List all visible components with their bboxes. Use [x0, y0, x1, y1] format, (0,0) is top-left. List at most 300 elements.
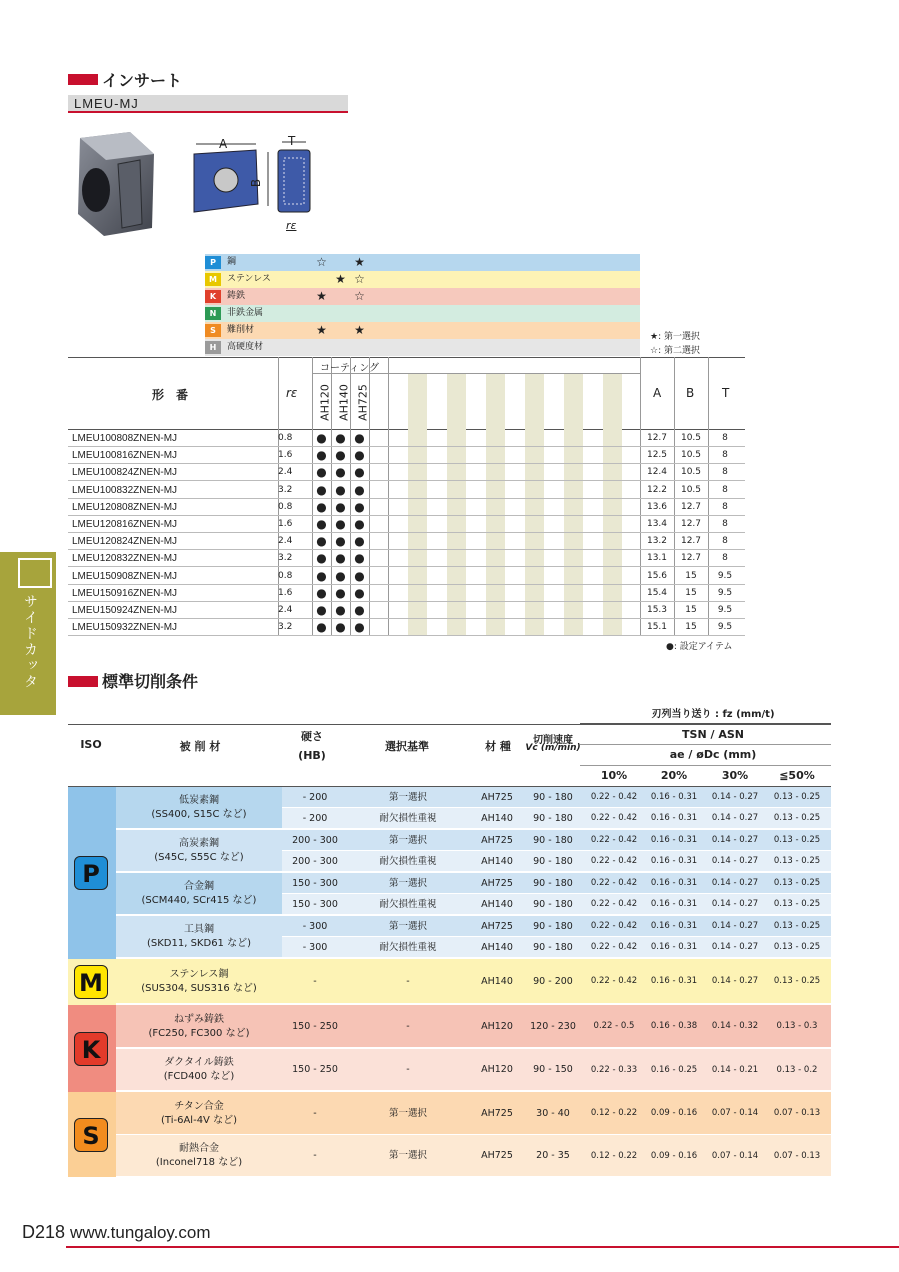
availability-dot: ●: [335, 568, 346, 583]
product-row: [68, 602, 745, 619]
work-material-name: チタン合金: [174, 1100, 224, 1112]
grade: AH725: [481, 878, 513, 889]
cutting-speed: 90 - 200: [533, 976, 573, 987]
feed-value: 0.22 - 0.42: [590, 813, 638, 823]
feed-value: 0.16 - 0.38: [650, 1021, 698, 1031]
ctable-tsn-rule: [580, 744, 831, 745]
feed-value: 0.14 - 0.21: [711, 1065, 759, 1075]
corner-radius: 2.4: [278, 536, 293, 547]
corner-radius: 3.2: [278, 622, 293, 633]
work-material-examples: (FCD400 など): [163, 1071, 235, 1082]
feed-value: 0.14 - 0.27: [711, 813, 759, 823]
material-letter: K: [205, 290, 221, 303]
feed-value: 0.16 - 0.31: [650, 878, 698, 888]
grade: AH725: [481, 1150, 513, 1161]
product-row: [68, 550, 745, 567]
material-name: 非鉄金属: [227, 308, 264, 318]
corner-radius: 3.2: [278, 553, 293, 564]
feed-value: 0.14 - 0.32: [711, 1021, 759, 1031]
material-rating: ★: [335, 272, 346, 286]
product-subtitle: LMEU-MJ: [68, 95, 348, 113]
feed-value: 0.16 - 0.31: [650, 921, 698, 931]
work-material-examples: (SS400, S15C など): [151, 809, 247, 820]
feed-value: 0.12 - 0.22: [590, 1151, 638, 1161]
availability-dot: ●: [316, 568, 327, 583]
grade: AH725: [481, 792, 513, 803]
availability-dot: ●: [354, 465, 365, 480]
section-title-conditions: 標準切削条件: [102, 672, 199, 691]
cutting-speed: 90 - 180: [533, 942, 573, 953]
dim-a: 12.5: [646, 450, 668, 461]
ch-hard2: (HB): [298, 749, 326, 762]
cutting-speed: 90 - 180: [533, 878, 573, 889]
availability-dot: ●: [316, 465, 327, 480]
cutting-speed: 90 - 180: [533, 813, 573, 824]
hardness: - 200: [302, 813, 328, 824]
dim-b: 15: [685, 570, 697, 581]
material-row: [205, 271, 640, 288]
dim-label-b: B: [249, 178, 264, 188]
feed-value: 0.16 - 0.31: [650, 976, 698, 986]
ch-tsn: TSN / ASN: [682, 728, 744, 741]
feed-value: 0.13 - 0.25: [773, 942, 821, 952]
material-name: 難削材: [227, 325, 255, 335]
availability-dot: ●: [335, 620, 346, 635]
material-row: [205, 305, 640, 322]
grade: AH140: [481, 899, 513, 910]
dim-label-a: A: [219, 137, 228, 151]
corner-radius: 0.8: [278, 570, 293, 581]
dim-label-re: rε: [286, 219, 297, 232]
pct-header: 20%: [660, 769, 688, 782]
availability-dot: ●: [354, 482, 365, 497]
dim-b: 12.7: [680, 536, 702, 547]
cutting-speed: 120 - 230: [530, 1021, 576, 1032]
dim-b: 10.5: [680, 467, 702, 478]
dim-b: 10.5: [680, 433, 702, 443]
iso-group-s: [68, 1092, 116, 1177]
product-code: LMEU120808ZNEN-MJ: [72, 501, 178, 513]
feed-value: 0.16 - 0.31: [650, 856, 698, 866]
feed-value: 0.13 - 0.25: [773, 835, 821, 845]
product-code: LMEU150924ZNEN-MJ: [72, 605, 178, 616]
dim-a: 12.2: [646, 484, 668, 495]
dim-a: 15.6: [646, 570, 668, 581]
ptable-code-header: 形 番: [152, 388, 189, 402]
hardness: 200 - 300: [292, 856, 338, 867]
availability-dot: ●: [354, 517, 365, 531]
dim-t: 9.5: [717, 605, 733, 615]
feed-value: 0.16 - 0.25: [650, 1065, 698, 1075]
product-row: [68, 499, 745, 516]
availability-dot: ●: [316, 585, 327, 600]
grade: AH140: [481, 942, 513, 953]
dim-a: 12.4: [646, 467, 668, 478]
feed-value: 0.14 - 0.27: [711, 835, 759, 845]
feed-value: 0.22 - 0.42: [590, 942, 638, 952]
selection-criteria: -: [406, 1021, 410, 1032]
feed-value: 0.14 - 0.27: [711, 899, 759, 909]
cutting-speed: 90 - 180: [533, 835, 573, 846]
work-material-name: 高炭素鋼: [179, 838, 219, 849]
iso-badge-k: K: [74, 1032, 108, 1066]
selection-criteria: 耐欠損性重視: [379, 899, 437, 910]
selection-criteria: 耐欠損性重視: [379, 942, 437, 953]
corner-radius: 0.8: [278, 501, 293, 512]
product-row: [68, 619, 745, 636]
work-material: [116, 1005, 282, 1048]
hardness: - 200: [302, 792, 328, 803]
footer-page-number: [22, 1222, 211, 1243]
feed-value: 0.16 - 0.31: [650, 813, 698, 823]
feed-value: 0.22 - 0.42: [590, 899, 638, 909]
dim-a: 15.4: [646, 587, 668, 598]
product-code: LMEU150908ZNEN-MJ: [72, 570, 178, 582]
hardness: 150 - 300: [292, 878, 338, 889]
ptable-re-header: rε: [286, 386, 298, 400]
availability-dot: ●: [316, 551, 327, 566]
dim-t: 8: [722, 501, 728, 512]
grade-header-ah725: AH725: [356, 384, 370, 421]
grade: AH120: [481, 1064, 513, 1075]
selection-criteria: 第一選択: [388, 878, 427, 889]
availability-dot: ●: [354, 568, 365, 583]
iso-group-k: [68, 1005, 116, 1092]
dim-t: 8: [722, 450, 728, 461]
feed-value: 0.14 - 0.27: [711, 942, 759, 952]
corner-radius: 0.8: [278, 433, 293, 443]
availability-dot: ●: [316, 620, 327, 635]
ch-hard1: 硬さ: [301, 730, 323, 743]
dim-b: 15: [685, 605, 697, 615]
dim-b: 12.7: [680, 519, 702, 529]
product-code: LMEU100816ZNEN-MJ: [72, 450, 178, 462]
dim-t: 8: [722, 553, 728, 564]
dim-label-t: T: [288, 134, 296, 148]
dim-t: 9.5: [717, 622, 733, 633]
product-code: LMEU100832ZNEN-MJ: [72, 484, 178, 496]
product-code: LMEU120816ZNEN-MJ: [72, 519, 178, 530]
product-row: [68, 447, 745, 464]
ch-vc1: 切削速度: [533, 735, 573, 746]
ch-iso: ISO: [80, 738, 102, 751]
availability-dot: ●: [335, 551, 346, 566]
corner-radius: 2.4: [278, 605, 293, 615]
legend-first: ★: 第一選択: [650, 332, 700, 342]
work-material-name: 低炭素鋼: [179, 795, 219, 806]
availability-dot: ●: [316, 603, 327, 617]
material-row: [205, 322, 640, 339]
work-material: [116, 1049, 282, 1091]
ctable-ae-rule: [580, 765, 831, 766]
work-material-name: 工具鋼: [184, 924, 214, 935]
dim-b: 12.7: [680, 501, 702, 512]
material-rating: ★: [316, 289, 327, 303]
material-rating: ☆: [354, 272, 365, 286]
availability-dot: ●: [335, 517, 346, 531]
feed-value: 0.14 - 0.27: [711, 921, 759, 931]
grade-header-ah120: AH120: [318, 384, 332, 421]
ch-vc2: Vc (m/min): [525, 743, 581, 753]
selection-criteria: 耐欠損性重視: [379, 813, 437, 824]
page-number: D218: [22, 1222, 66, 1242]
dim-a: 13.1: [646, 553, 668, 564]
corner-radius: 3.2: [278, 484, 293, 495]
corner-radius: 1.6: [278, 587, 293, 598]
grade: AH725: [481, 1108, 513, 1119]
feed-value: 0.13 - 0.3: [776, 1021, 818, 1031]
feed-value: 0.07 - 0.13: [773, 1108, 821, 1118]
hardness: -: [313, 1108, 317, 1119]
feed-value: 0.07 - 0.14: [711, 1108, 759, 1118]
dim-a: 13.2: [646, 536, 668, 547]
feed-value: 0.13 - 0.2: [776, 1065, 818, 1075]
dim-a: 13.4: [646, 519, 668, 529]
material-rating: ★: [316, 323, 327, 337]
availability-dot: ●: [354, 431, 365, 445]
dim-a: 12.7: [646, 433, 668, 443]
grade: AH120: [481, 1021, 513, 1032]
dim-a: 13.6: [646, 501, 668, 512]
product-code: LMEU150916ZNEN-MJ: [72, 587, 178, 599]
availability-dot: ●: [335, 482, 346, 497]
feed-value: 0.13 - 0.25: [773, 813, 821, 823]
dim-b: 15: [685, 622, 697, 633]
dim-t: 8: [722, 467, 728, 478]
selection-criteria: 耐欠損性重視: [379, 856, 437, 867]
iso-group-m: [68, 959, 116, 1005]
work-material-name: 耐熱合金: [179, 1143, 219, 1154]
legend-dot: ●: 設定アイテム: [666, 642, 733, 652]
material-letter: H: [205, 341, 221, 354]
work-material-name: ダクタイル鋳鉄: [164, 1057, 234, 1068]
feed-value: 0.13 - 0.25: [773, 856, 821, 866]
selection-criteria: 第一選択: [388, 1108, 427, 1119]
grade: AH140: [481, 813, 513, 824]
hardness: 150 - 300: [292, 899, 338, 910]
availability-dot: ●: [354, 534, 365, 549]
pct-header: ≦50%: [779, 769, 815, 782]
footer-url[interactable]: www.tungaloy.com: [70, 1223, 211, 1242]
feed-value: 0.22 - 0.42: [590, 856, 638, 866]
product-row: [68, 430, 745, 447]
availability-dot: ●: [335, 448, 346, 463]
work-material: [116, 830, 282, 872]
feed-value: 0.09 - 0.16: [650, 1108, 698, 1118]
hardness: -: [313, 976, 317, 987]
cutting-speed: 90 - 180: [533, 921, 573, 932]
cutting-speed: 30 - 40: [536, 1108, 570, 1119]
work-material: [116, 959, 282, 1004]
side-cutter-icon: [18, 558, 52, 588]
corner-radius: 1.6: [278, 519, 293, 529]
availability-dot: ●: [335, 465, 346, 480]
selection-criteria: 第一選択: [388, 1150, 427, 1161]
product-code: LMEU100824ZNEN-MJ: [72, 467, 178, 479]
dim-b: 10.5: [680, 450, 702, 461]
ptable-dim-t-header: T: [722, 386, 730, 400]
hardness: -: [313, 1150, 317, 1161]
availability-dot: ●: [316, 448, 327, 463]
ch-ae: ae / øDc (mm): [669, 748, 757, 761]
product-row: [68, 533, 745, 550]
cutting-speed: 90 - 180: [533, 792, 573, 803]
availability-dot: ●: [316, 499, 327, 514]
feed-value: 0.22 - 0.42: [590, 976, 638, 986]
availability-dot: ●: [354, 585, 365, 600]
dim-t: 8: [722, 536, 728, 547]
ch-feed: 刃列当り送り : fz (mm/t): [651, 709, 775, 720]
product-code: LMEU150932ZNEN-MJ: [72, 622, 178, 634]
side-tab[interactable]: [0, 552, 56, 715]
product-row: [68, 464, 745, 481]
availability-dot: ●: [316, 517, 327, 531]
selection-criteria: 第一選択: [388, 835, 427, 846]
ch-grade: 材 種: [485, 740, 511, 753]
feed-value: 0.13 - 0.25: [773, 976, 821, 986]
selection-criteria: -: [406, 976, 410, 987]
availability-dot: ●: [335, 431, 346, 445]
feed-value: 0.22 - 0.33: [590, 1065, 638, 1075]
dim-t: 8: [722, 433, 728, 443]
ch-criteria: 選択基準: [385, 740, 429, 753]
selection-criteria: 第一選択: [388, 792, 427, 803]
feed-value: 0.22 - 0.42: [590, 878, 638, 888]
work-material: [116, 916, 282, 958]
section-marker-2: [68, 676, 98, 687]
availability-dot: ●: [354, 551, 365, 566]
selection-criteria: 第一選択: [388, 921, 427, 932]
ch-material: 被 削 材: [179, 740, 221, 753]
iso-badge-m: M: [74, 965, 108, 999]
work-material-name: ねずみ鋳鉄: [174, 1013, 224, 1025]
feed-value: 0.13 - 0.25: [773, 921, 821, 931]
dim-t: 9.5: [717, 570, 733, 581]
grade-header-ah140: AH140: [337, 384, 351, 421]
feed-value: 0.13 - 0.25: [773, 878, 821, 888]
hardness: 200 - 300: [292, 835, 338, 846]
work-material-examples: (SKD11, SKD61 など): [147, 938, 251, 949]
ptable-coating-header: コーティング: [320, 363, 379, 374]
availability-dot: ●: [335, 534, 346, 549]
dim-t: 8: [722, 484, 728, 495]
feed-value: 0.22 - 0.5: [593, 1021, 635, 1031]
work-material: [116, 1092, 282, 1135]
feed-value: 0.12 - 0.22: [590, 1108, 638, 1118]
work-material-name: ステンレス鋼: [169, 968, 229, 980]
feed-value: 0.14 - 0.27: [711, 878, 759, 888]
availability-dot: ●: [354, 499, 365, 514]
hardness: - 300: [302, 942, 328, 953]
material-name: 鋼: [227, 257, 237, 267]
availability-dot: ●: [354, 448, 365, 463]
material-name: 高硬度材: [227, 342, 264, 352]
product-row: [68, 585, 745, 602]
availability-dot: ●: [335, 585, 346, 600]
feed-value: 0.22 - 0.42: [590, 835, 638, 845]
dim-a: 15.3: [646, 605, 668, 615]
availability-dot: ●: [354, 603, 365, 617]
material-letter: S: [205, 324, 221, 337]
work-material-examples: (SCM440, SCr415 など): [141, 895, 257, 906]
material-rating: ☆: [354, 289, 365, 303]
legend-second: ☆: 第二選択: [650, 346, 700, 356]
feed-value: 0.13 - 0.25: [773, 792, 821, 802]
material-letter: M: [205, 273, 221, 286]
feed-value: 0.14 - 0.27: [711, 856, 759, 866]
selection-criteria: -: [406, 1064, 410, 1075]
feed-value: 0.16 - 0.31: [650, 899, 698, 909]
dim-b: 10.5: [680, 484, 702, 495]
work-material: [116, 787, 282, 829]
material-name: ステンレス: [227, 274, 271, 284]
feed-value: 0.14 - 0.27: [711, 976, 759, 986]
material-row: [205, 254, 640, 271]
cutting-speed: 90 - 180: [533, 856, 573, 867]
availability-dot: ●: [335, 603, 346, 617]
ptable-top-rule: [68, 357, 745, 358]
side-tab-label: サイドカッタ: [22, 594, 38, 690]
product-code: LMEU120832ZNEN-MJ: [72, 553, 178, 565]
feed-value: 0.16 - 0.31: [650, 792, 698, 802]
material-row: [205, 288, 640, 305]
feed-value: 0.07 - 0.14: [711, 1151, 759, 1161]
section-marker: [68, 74, 98, 85]
grade: AH725: [481, 835, 513, 846]
iso-group-p: [68, 787, 116, 959]
dim-b: 12.7: [680, 553, 702, 564]
feed-value: 0.13 - 0.25: [773, 899, 821, 909]
cutting-speed: 90 - 180: [533, 899, 573, 910]
hardness: - 300: [302, 921, 328, 932]
grade: AH140: [481, 976, 513, 987]
dim-a: 15.1: [646, 622, 668, 633]
dim-t: 9.5: [717, 587, 733, 598]
footer-rule: [66, 1246, 899, 1248]
ctable-top-rule: [68, 724, 831, 725]
work-material-name: 合金鋼: [184, 881, 214, 892]
work-material-examples: (SUS304, SUS316 など): [141, 982, 257, 994]
work-material-examples: (FC250, FC300 など): [148, 1027, 250, 1039]
availability-dot: ●: [316, 431, 327, 445]
work-material-examples: (S45C, S55C など): [154, 852, 244, 863]
material-name: 鋳鉄: [227, 291, 246, 301]
work-material-examples: (Ti-6Al-4V など): [161, 1114, 237, 1126]
material-rating: ☆: [316, 255, 327, 269]
product-code: LMEU100808ZNEN-MJ: [72, 433, 178, 444]
grade: AH140: [481, 856, 513, 867]
availability-dot: ●: [316, 534, 327, 549]
feed-value: 0.07 - 0.13: [773, 1151, 821, 1161]
ptable-dim-b-header: B: [686, 386, 695, 400]
availability-dot: ●: [316, 482, 327, 497]
grade: AH725: [481, 921, 513, 932]
availability-dot: ●: [335, 499, 346, 514]
iso-badge-s: S: [74, 1118, 108, 1152]
pct-header: 10%: [600, 769, 628, 782]
feed-value: 0.14 - 0.27: [711, 792, 759, 802]
feed-value: 0.22 - 0.42: [590, 792, 638, 802]
product-row: [68, 516, 745, 533]
feed-value: 0.09 - 0.16: [650, 1151, 698, 1161]
dim-b: 15: [685, 587, 697, 598]
material-letter: P: [205, 256, 221, 269]
feed-value: 0.22 - 0.42: [590, 921, 638, 931]
corner-radius: 2.4: [278, 467, 293, 478]
feed-value: 0.16 - 0.31: [650, 942, 698, 952]
work-material: [116, 1135, 282, 1177]
product-row: [68, 482, 745, 499]
